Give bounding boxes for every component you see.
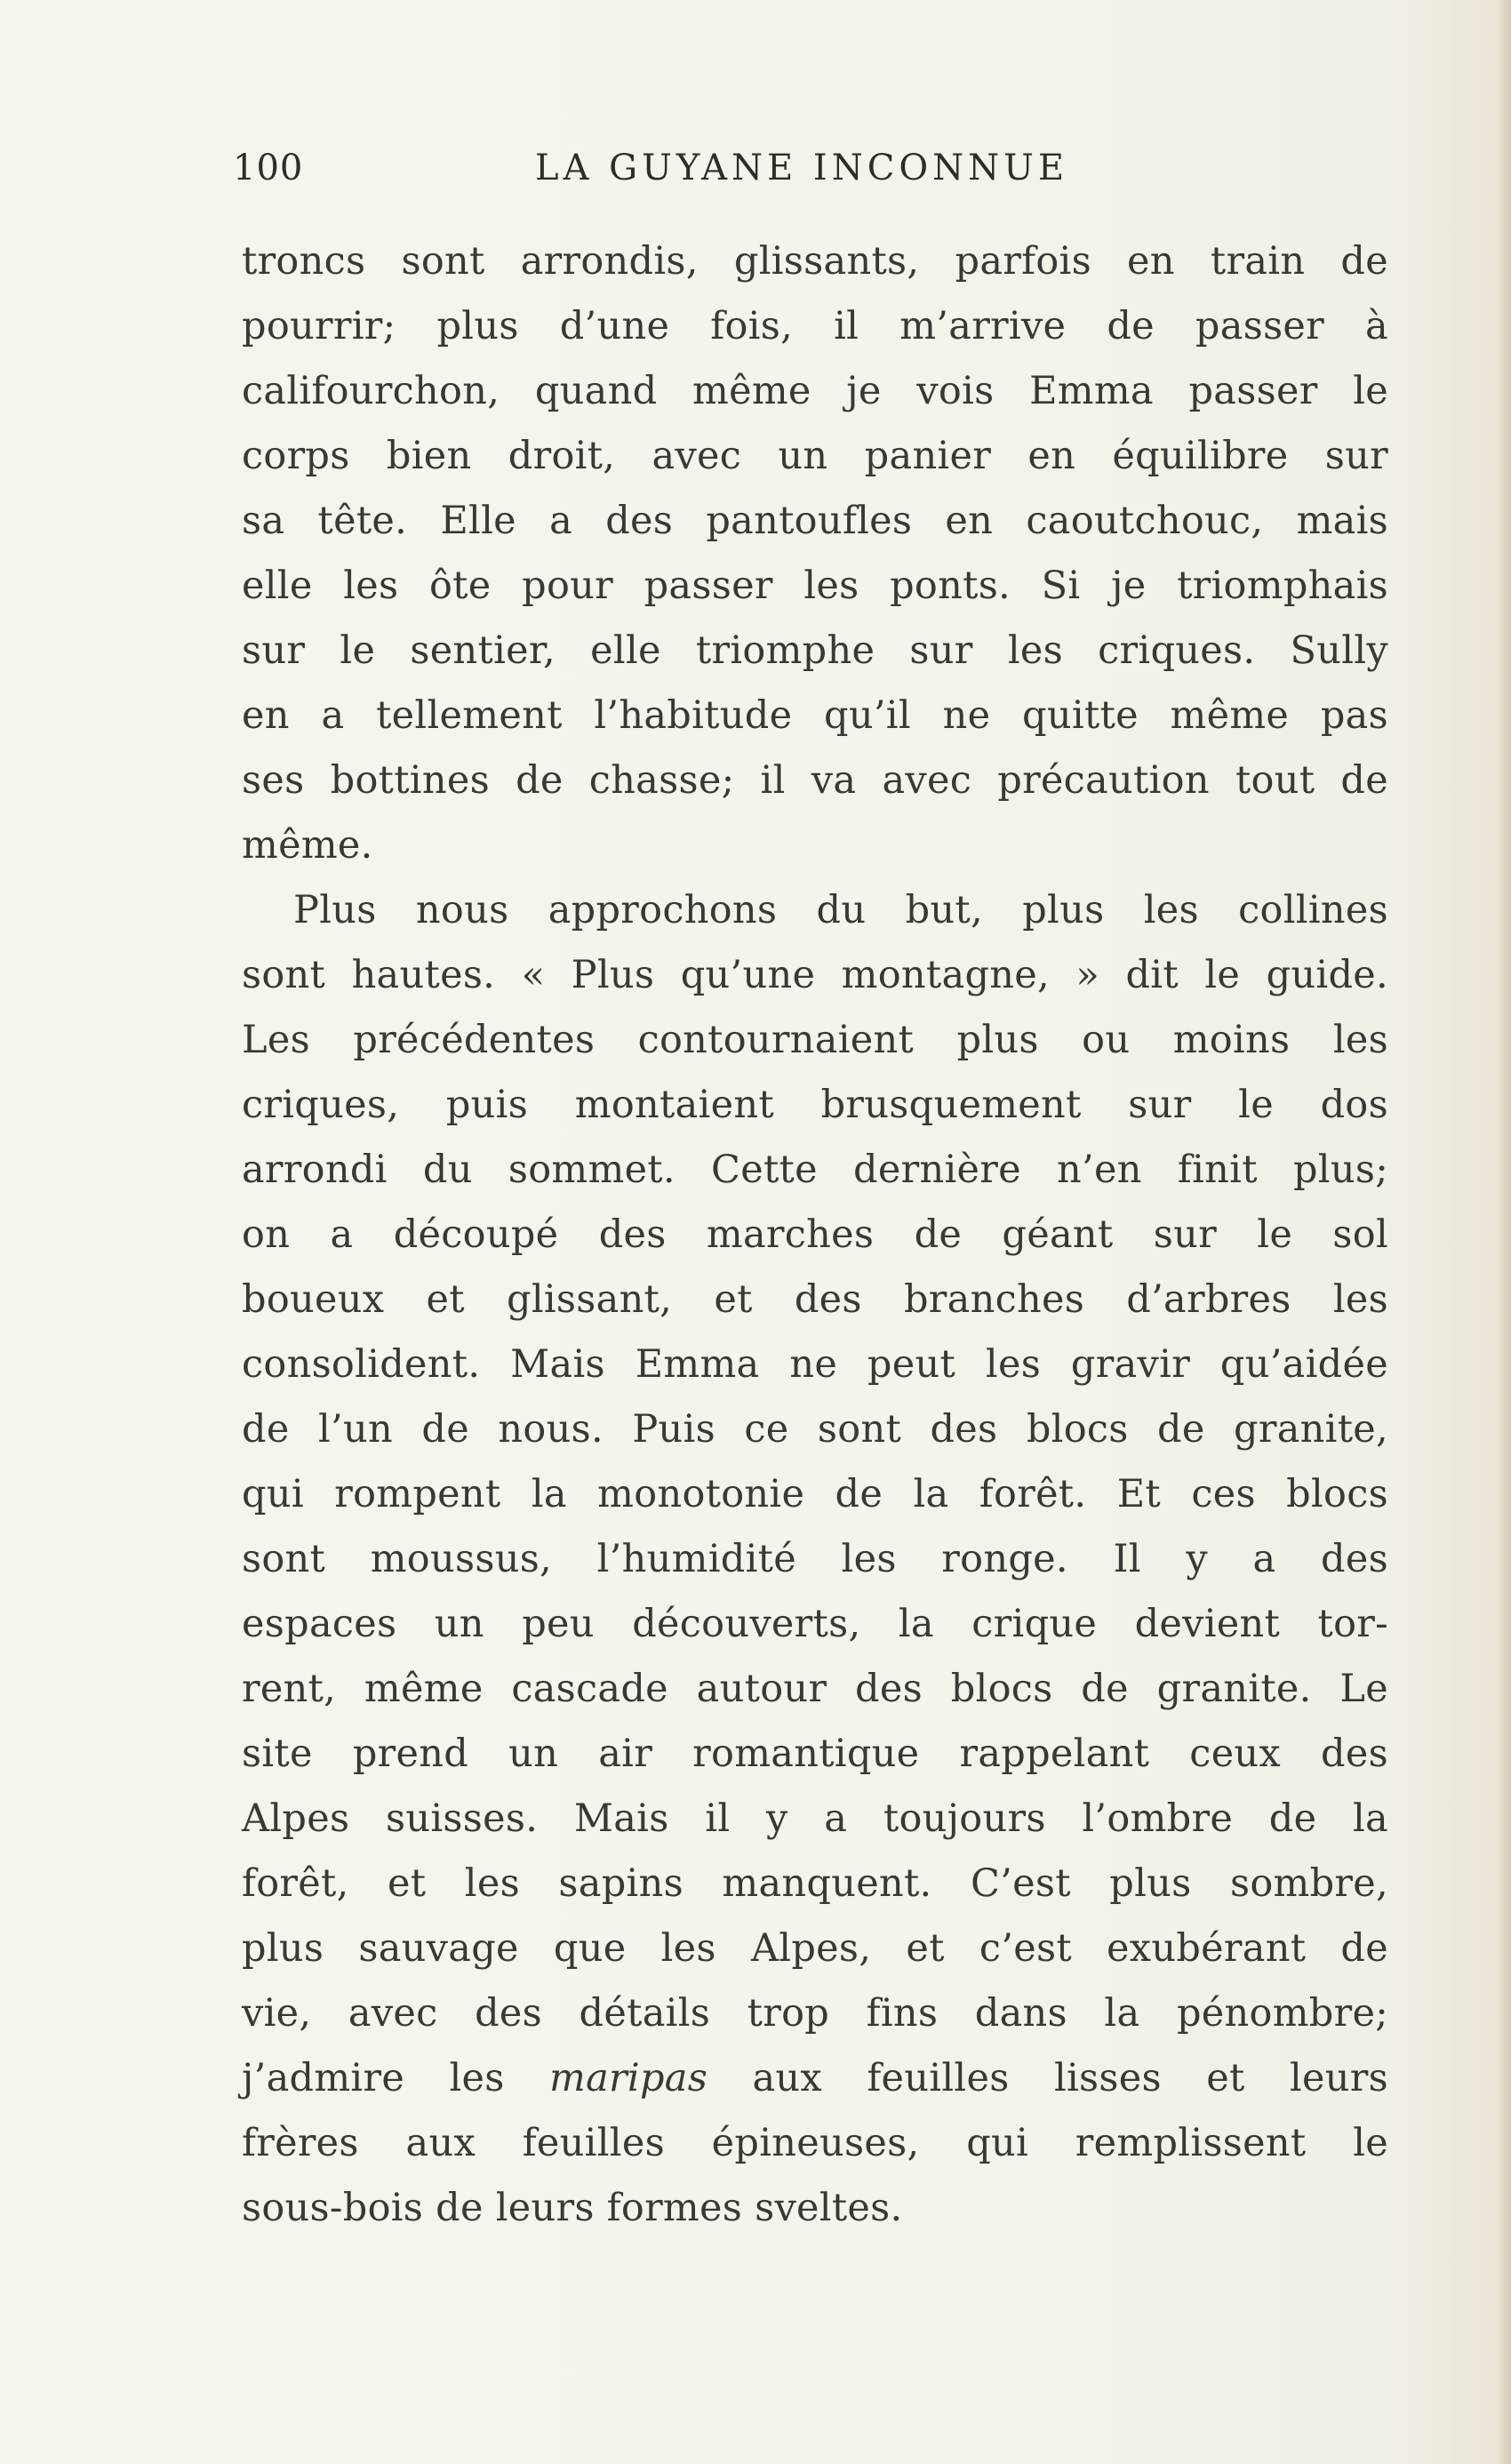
text-line: corps bien droit, avec un panier en équilibre sur — [242, 434, 1388, 478]
text-line: sont hautes. « Plus qu’une montagne, » dit le guide. — [242, 953, 1388, 997]
text-line: arrondi du sommet. Cette dernière n’en finit plus; — [242, 1148, 1388, 1192]
text-line: plus sauvage que les Alpes, et c’est exubérant de — [242, 1926, 1388, 1971]
text-line: espaces un peu découverts, la crique devient tor- — [242, 1602, 1388, 1646]
text-line: frères aux feuilles épineuses, qui remplissent le — [242, 2121, 1388, 2165]
text-line: ses bottines de chasse; il va avec précaution tout de — [242, 758, 1388, 803]
text-line: vie, avec des détails trop fins dans la pénombre; — [242, 1991, 1388, 2036]
italic-term-maripas: maripas — [549, 2056, 708, 2100]
running-header — [233, 142, 1388, 196]
text-line: rent, même cascade autour des blocs de granite. Le — [242, 1667, 1388, 1711]
text-line: troncs sont arrondis, glissants, parfois en train de — [242, 239, 1388, 284]
text-line: sur le sentier, elle triomphe sur les criques. Sully — [242, 628, 1388, 673]
text-line: même. — [242, 823, 373, 868]
text-line: elle les ôte pour passer les ponts. Si je triomphais — [242, 564, 1388, 608]
text-line: sous-bois de leurs formes sveltes. — [242, 2186, 903, 2230]
page-edge-shadow — [1497, 0, 1511, 2464]
text-segment: aux feuilles lisses et leurs — [708, 2056, 1388, 2100]
text-line: on a découpé des marches de géant sur le sol — [242, 1212, 1388, 1257]
text-line: sont moussus, l’humidité les ronge. Il y a des — [242, 1537, 1388, 1581]
text-line: consolident. Mais Emma ne peut les gravir qu’aidée — [242, 1342, 1388, 1387]
text-line: qui rompent la monotonie de la forêt. Et ces blocs — [242, 1472, 1388, 1516]
text-line: boueux et glissant, et des branches d’arbres les — [242, 1277, 1388, 1322]
text-line: pourrir; plus d’une fois, il m’arrive de passer à — [242, 304, 1388, 348]
text-line: Alpes suisses. Mais il y a toujours l’ombre de la — [242, 1796, 1388, 1841]
text-segment: j’admire les — [242, 2056, 550, 2100]
text-line: de l’un de nous. Puis ce sont des blocs de granite, — [242, 1407, 1388, 1452]
text-line: criques, puis montaient brusquement sur le dos — [242, 1083, 1388, 1127]
text-line: califourchon, quand même je vois Emma passer le — [242, 369, 1388, 413]
text-line-with-italic — [242, 2046, 1388, 2111]
text-line: Plus nous approchons du but, plus les collines — [293, 888, 1388, 932]
page-number: 100 — [233, 148, 304, 188]
text-line: forêt, et les sapins manquent. C’est plus sombre, — [242, 1861, 1388, 1906]
text-line: Les précédentes contournaient plus ou moins les — [242, 1018, 1388, 1062]
text-line: en a tellement l’habitude qu’il ne quitte même pas — [242, 693, 1388, 738]
running-title: LA GUYANE INCONNUE — [535, 148, 1069, 188]
text-line: sa tête. Elle a des pantoufles en caoutchouc, mais — [242, 499, 1388, 543]
text-line: site prend un air romantique rappelant ceux des — [242, 1732, 1388, 1776]
body-text — [242, 229, 1388, 2241]
